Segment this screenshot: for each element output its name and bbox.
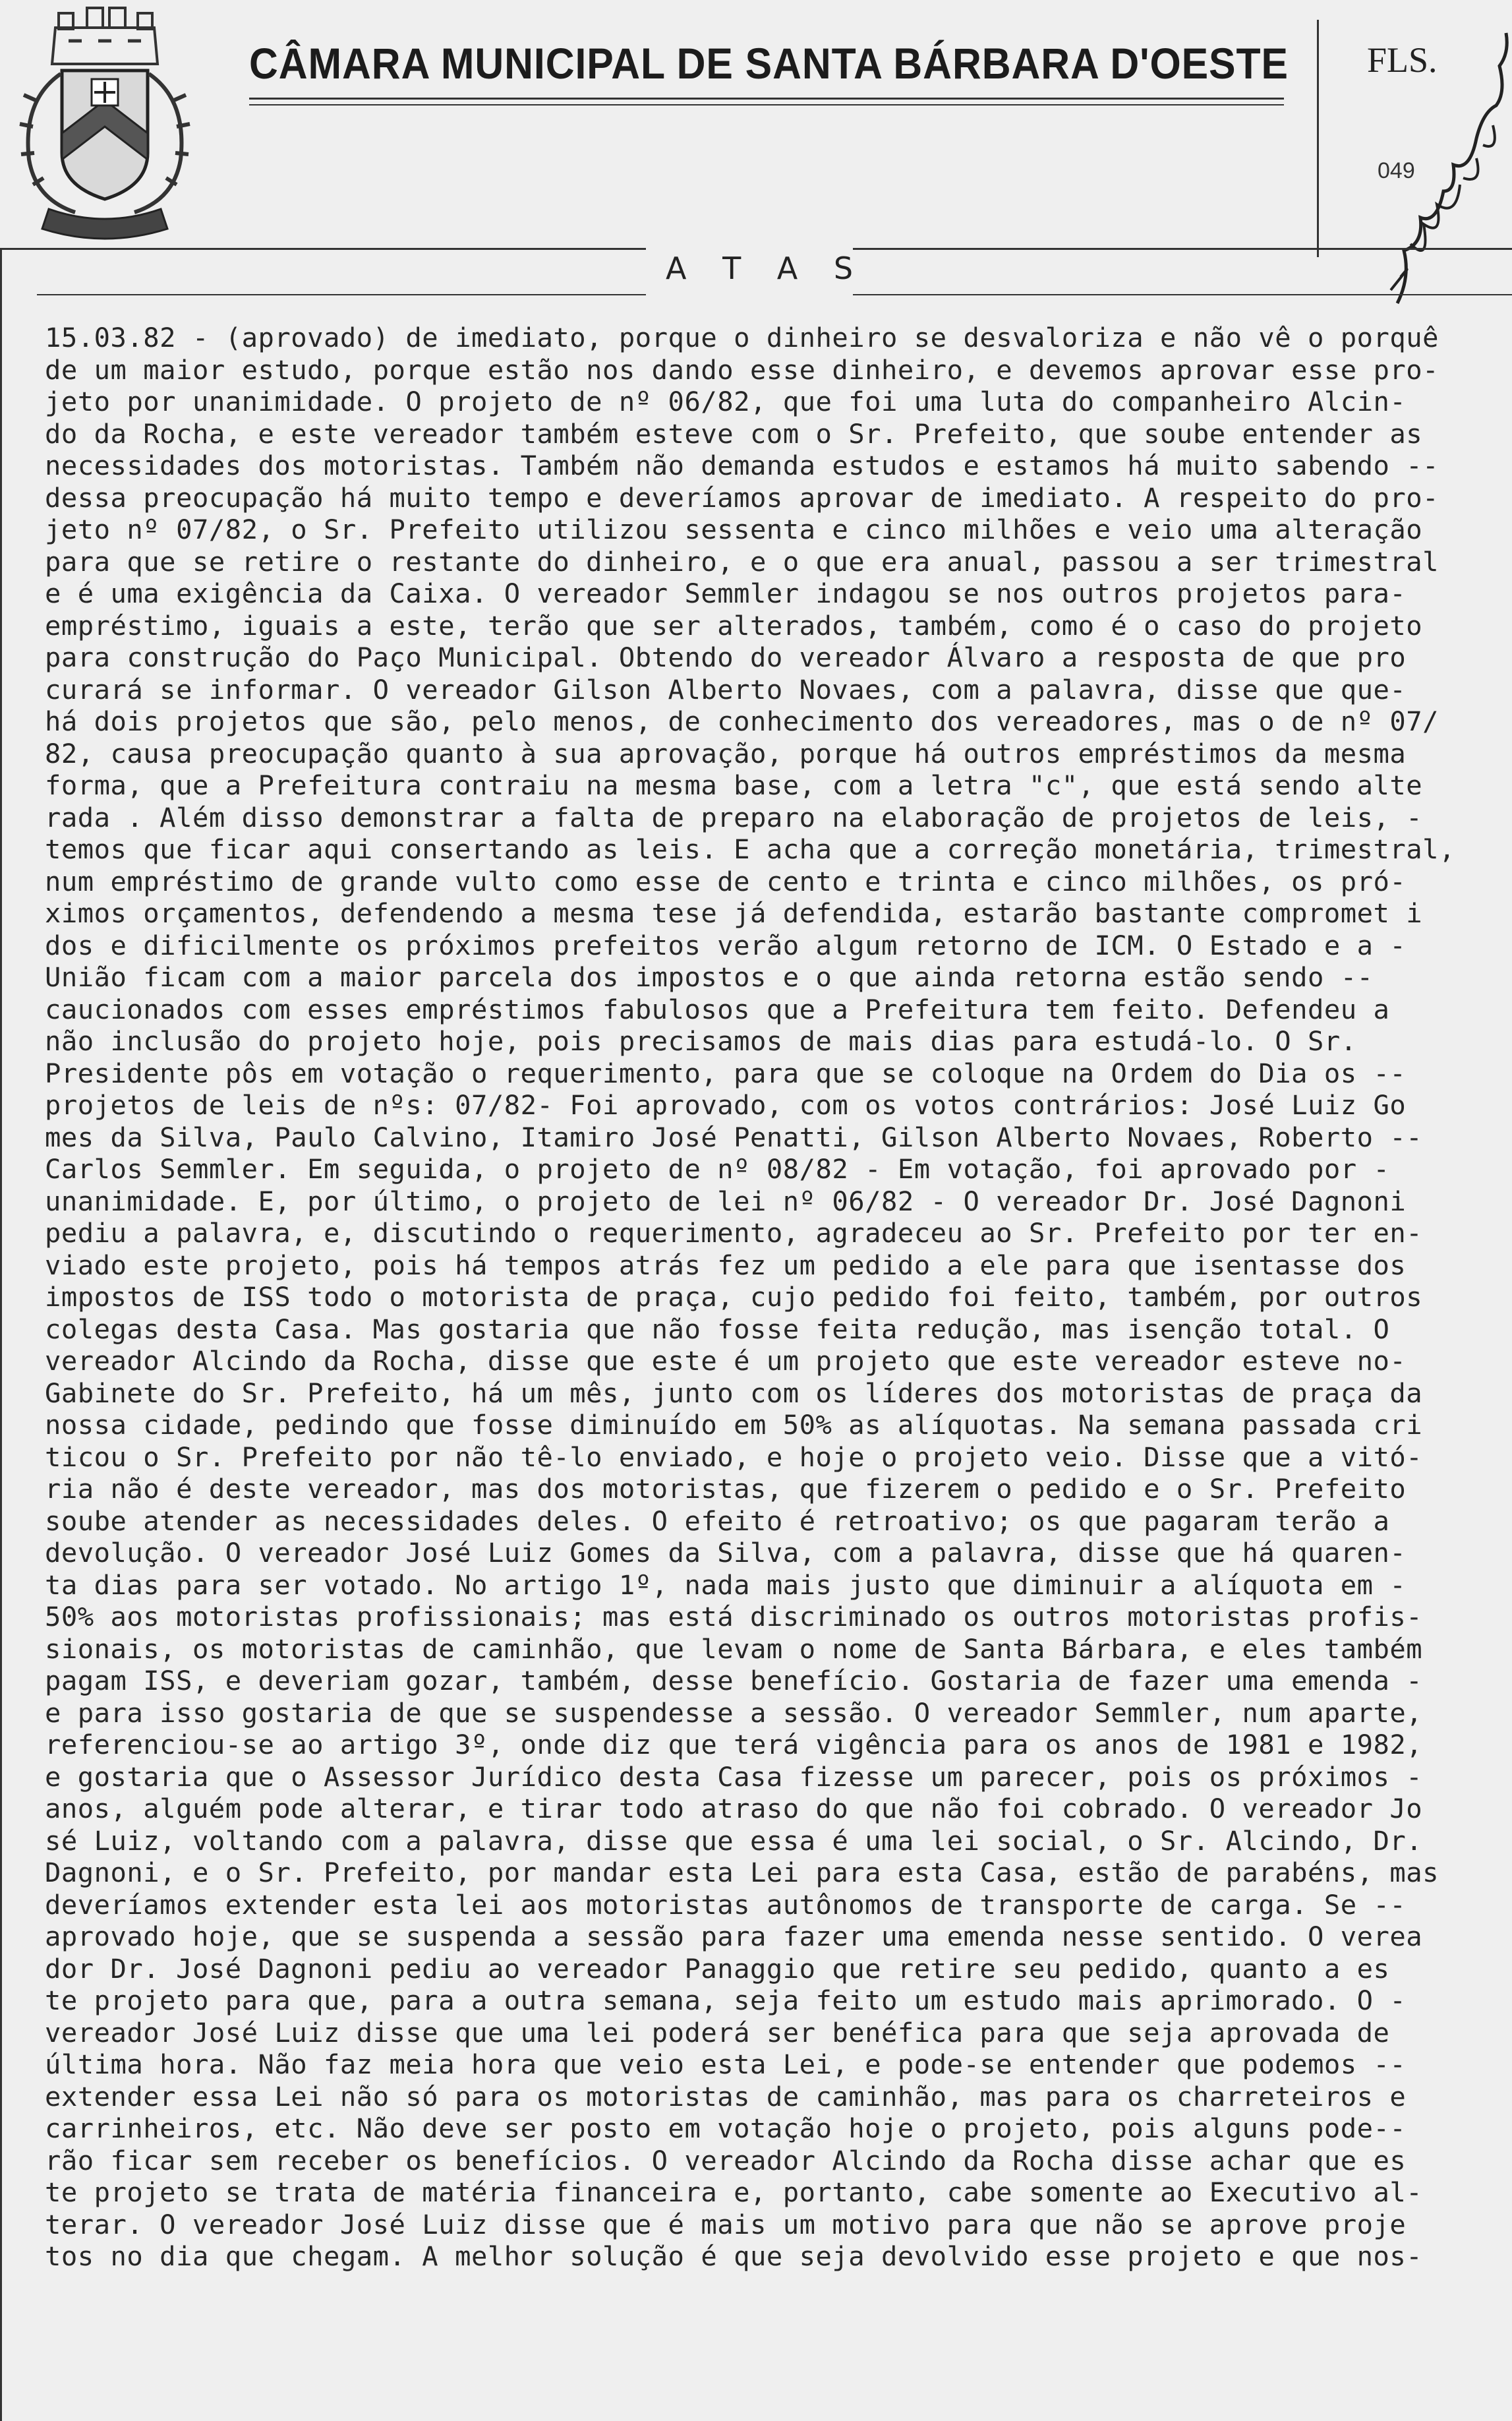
- municipal-coat-of-arms-icon: [9, 1, 200, 245]
- text-line: para que se retire o restante do dinheiro, e o que era anual, passou a ser trimestral: [45, 545, 1439, 578]
- text-line: jeto nº 07/82, o Sr. Prefeito utilizou sessenta e cinco milhões e veio uma alteração: [45, 514, 1423, 545]
- text-line: te projeto se trata de matéria financeira e, portanto, cabe somente ao Executivo al-: [45, 2176, 1423, 2208]
- text-line: necessidades dos motoristas. Também não demanda estudos e estamos há muito sabendo --: [45, 450, 1439, 481]
- text-line: terar. O vereador José Luiz disse que é mais um motivo para que não se aprove proje: [45, 2208, 1407, 2240]
- text-line: dor Dr. José Dagnoni pediu ao vereador Panaggio que retire seu pedido, quanto a es: [45, 1952, 1390, 1985]
- text-line: aprovado hoje, que se suspenda a sessão para fazer uma emenda nesse sentido. O verea: [45, 1921, 1423, 1952]
- text-line: forma, que a Prefeitura contraiu na mesma base, com a letra "c", que está sendo alte: [45, 769, 1423, 801]
- text-line: colegas desta Casa. Mas gostaria que não fosse feita redução, mas isenção total. O: [45, 1313, 1390, 1345]
- text-line: vereador José Luiz disse que uma lei poderá ser benéfica para que seja aprovada de: [45, 2016, 1390, 2048]
- text-line: carrinheiros, etc. Não deve ser posto em votação hoje o projeto, pois alguns pode--: [45, 2112, 1407, 2144]
- text-line: projetos de leis de nºs: 07/82- Foi aprovado, com os votos contrários: José Luiz Go: [45, 1089, 1407, 1121]
- text-line: ta dias para ser votado. No artigo 1º, nada mais justo que diminuir a alíquota em -: [45, 1569, 1407, 1601]
- text-line: jeto por unanimidade. O projeto de nº 06/82, que foi uma luta do companheiro Alcin-: [45, 386, 1407, 417]
- text-line: não inclusão do projeto hoje, pois precisamos de mais dias para estudá-lo. O Sr.: [45, 1025, 1357, 1057]
- text-line: sionais, os motoristas de caminhão, que levam o nome de Santa Bárbara, e eles também: [45, 1632, 1423, 1665]
- text-line: última hora. Não faz meia hora que veio esta Lei, e pode-se entender que podemos --: [45, 2048, 1407, 2080]
- page-frame: [853, 248, 1512, 250]
- text-line: 15.03.82 - (aprovado) de imediato, porque o dinheiro se desvaloriza e não vê o porquê: [45, 322, 1439, 353]
- text-line: vereador Alcindo da Rocha, disse que este é um projeto que este vereador esteve no-: [45, 1345, 1407, 1377]
- text-line: e é uma exigência da Caixa. O vereador Semmler indagou se nos outros projetos para-: [45, 578, 1407, 609]
- text-line: ximos orçamentos, defendendo a mesma tese já defendida, estarão bastante compromet i: [45, 897, 1423, 929]
- text-line: extender essa Lei não só para os motoristas de caminhão, mas para os charreteiros e: [45, 2080, 1407, 2112]
- text-line: empréstimo, iguais a este, terão que ser alterados, também, como é o caso do projeto: [45, 609, 1423, 642]
- text-line: tos no dia que chegam. A melhor solução é que seja devolvido esse projeto e que nos-: [45, 2240, 1423, 2272]
- text-line: te projeto para que, para a outra semana, seja feito um estudo mais aprimorado. O -: [45, 1985, 1407, 2016]
- text-line: viado este projeto, pois há tempos atrás fez um pedido a ele para que isentasse dos: [45, 1249, 1407, 1281]
- text-line: dos e dificilmente os próximos prefeitos verão algum retorno de ICM. O Estado e a -: [45, 929, 1407, 961]
- text-line: 82, causa preocupação quanto à sua aprovação, porque há outros empréstimos da mesma: [45, 737, 1407, 769]
- text-line: unanimidade. E, por último, o projeto de lei nº 06/82 - O vereador Dr. José Dagnoni: [45, 1185, 1407, 1217]
- text-line: devolução. O vereador José Luiz Gomes da Silva, com a palavra, disse que há quaren-: [45, 1537, 1407, 1569]
- text-line: 50% aos motoristas profissionais; mas está discriminado os outros motoristas profis-: [45, 1601, 1423, 1632]
- folio-number: 049: [1378, 158, 1415, 183]
- text-line: pediu a palavra, e, discutindo o requerimento, agradeceu ao Sr. Prefeito por ter en-: [45, 1217, 1423, 1249]
- text-line: deveríamos extender esta lei aos motoristas autônomos de transporte de carga. Se --: [45, 1888, 1407, 1921]
- text-line: ria não é deste vereador, mas dos motoristas, que fizerem o pedido e o Sr. Prefeito: [45, 1473, 1407, 1505]
- text-line: nossa cidade, pedindo que fosse diminuído em 50% as alíquotas. Na semana passada cri: [45, 1409, 1423, 1441]
- text-line: referenciou-se ao artigo 3º, onde diz que terá vigência para os anos de 1981 e 1982,: [45, 1729, 1423, 1760]
- text-line: pagam ISS, e deveriam gozar, também, desse benefício. Gostaria de fazer uma emenda -: [45, 1665, 1423, 1696]
- text-line: ticou o Sr. Prefeito por não tê-lo enviado, e hoje o projeto veio. Disse que a vitó-: [45, 1441, 1423, 1473]
- text-line: num empréstimo de grande vulto como esse de cento e trinta e cinco milhões, os pró-: [45, 865, 1407, 897]
- minutes-body-text: [45, 322, 1495, 2273]
- institution-title: CÂMARA MUNICIPAL DE SANTA BÁRBARA D'OESTE: [249, 39, 1289, 88]
- text-line: Presidente pôs em votação o requerimento, para que se coloque na Ordem do Dia os --: [45, 1057, 1407, 1089]
- text-line: temos que ficar aqui consertando as leis. E acha que a correção monetária, trimestral,: [45, 833, 1455, 865]
- text-line: Gabinete do Sr. Prefeito, há um mês, junto com os líderes dos motoristas de praça da: [45, 1377, 1423, 1409]
- text-line: anos, alguém pode alterar, e tirar todo atraso do que não foi cobrado. O vereador Jo: [45, 1793, 1423, 1824]
- text-line: curará se informar. O vereador Gilson Alberto Novaes, com a palavra, disse que que-: [45, 673, 1407, 705]
- text-line: do da Rocha, e este vereador também esteve com o Sr. Prefeito, que soube entender as: [45, 417, 1423, 450]
- text-line: União ficam com a maior parcela dos impostos e o que ainda retorna estão sendo --: [45, 961, 1374, 993]
- text-line: Dagnoni, e o Sr. Prefeito, por mandar esta Lei para esta Casa, estão de parabéns, mas: [45, 1857, 1439, 1888]
- text-line: soube atender as necessidades deles. O efeito é retroativo; os que pagaram terão a: [45, 1505, 1390, 1537]
- text-line: e gostaria que o Assessor Jurídico desta Casa fizesse um parecer, pois os próximos -: [45, 1760, 1423, 1793]
- folio-label: FLS.: [1367, 40, 1438, 80]
- text-line: mes da Silva, Paulo Calvino, Itamiro José Penatti, Gilson Alberto Novaes, Roberto --: [45, 1121, 1423, 1153]
- text-line: há dois projetos que são, pelo menos, de conhecimento dos vereadores, mas o de nº 07/: [45, 705, 1439, 737]
- header-divider: [1317, 20, 1319, 257]
- text-line: rada . Além disso demonstrar a falta de preparo na elaboração de projetos de leis, -: [45, 801, 1423, 833]
- title-rule: [249, 104, 1284, 105]
- section-title: A T A S: [666, 251, 867, 286]
- text-line: para construção do Paço Municipal. Obtendo do vereador Álvaro a resposta de que pro: [45, 642, 1407, 673]
- title-rule: [249, 98, 1284, 100]
- text-line: Carlos Semmler. Em seguida, o projeto de nº 08/82 - Em votação, foi aprovado por -: [45, 1153, 1390, 1185]
- handwritten-signature-icon: [1384, 26, 1512, 316]
- page-frame: [0, 248, 2, 2421]
- text-line: rão ficar sem receber os benefícios. O vereador Alcindo da Rocha disse achar que es: [45, 2144, 1407, 2176]
- text-line: dessa preocupação há muito tempo e deveríamos aprovar de imediato. A respeito do pro-: [45, 481, 1439, 514]
- text-line: de um maior estudo, porque estão nos dando esse dinheiro, e devemos aprovar esse pro-: [45, 353, 1439, 386]
- text-line: sé Luiz, voltando com a palavra, disse que essa é uma lei social, o Sr. Alcindo, Dr.: [45, 1824, 1423, 1857]
- text-line: caucionados com esses empréstimos fabulosos que a Prefeitura tem feito. Defendeu a: [45, 993, 1390, 1025]
- text-line: impostos de ISS todo o motorista de praça, cujo pedido foi feito, também, por outros: [45, 1281, 1423, 1313]
- page-frame: [853, 294, 1512, 295]
- text-line: e para isso gostaria de que se suspendesse a sessão. O vereador Semmler, num aparte,: [45, 1696, 1423, 1729]
- page-frame: [0, 248, 646, 250]
- page-frame: [37, 294, 646, 295]
